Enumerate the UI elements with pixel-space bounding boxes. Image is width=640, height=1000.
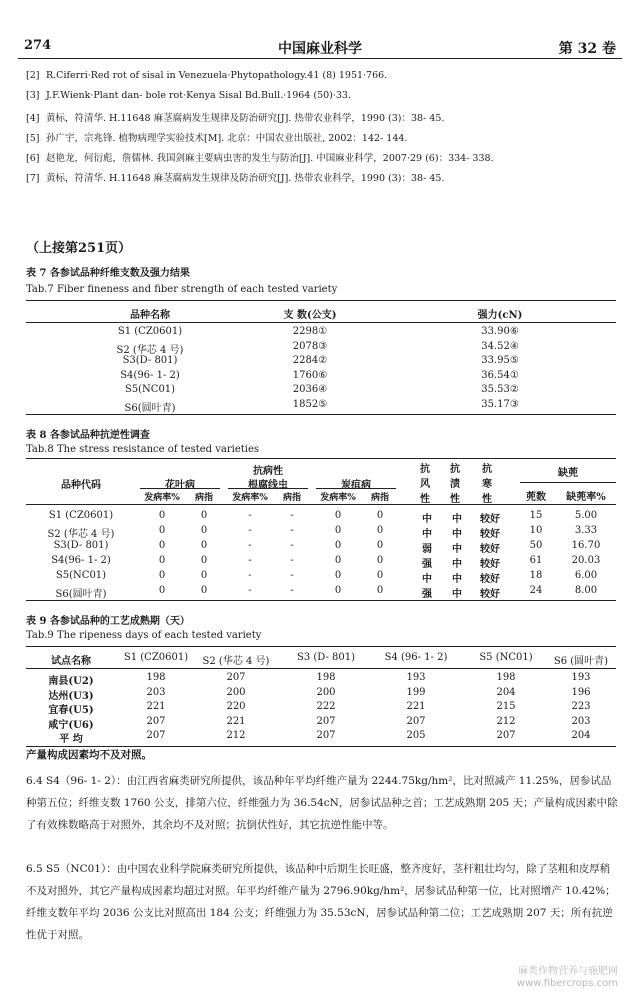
tab8-cell: 0 [334, 525, 342, 536]
tab8-header-tanju: 炭疽病 [341, 480, 371, 491]
tab8-caption-en: Tab.8 The stress resistance of tested varieties [26, 444, 260, 455]
tab8-cell: 18 [529, 570, 543, 581]
tab9-cell: 207 [146, 715, 166, 727]
tab8-header-flood: 抗渍性 [450, 464, 460, 505]
tab8-cell: - [290, 570, 294, 581]
tab8-cell: S6(圆叶青) [55, 589, 107, 600]
tab7-header-rule [26, 322, 616, 323]
tab8-header-incidence-1: 发病率% [144, 493, 180, 503]
reference-item [26, 170, 444, 184]
tab8-header-index-2: 病指 [282, 493, 301, 503]
tab9-cell: 207 [316, 715, 336, 727]
tab8-cell: 中 [422, 529, 432, 540]
tab8-cell: S2 (华芯 4 号) [47, 529, 115, 540]
reference-text: J.F.Wienk·Plant dan- bole rot·Kenya Sisal Bd.Bull.·1964 (50)·33. [46, 90, 351, 101]
tab8-cell: 0 [200, 555, 208, 566]
tab8-header-rule [26, 504, 616, 505]
tab7-top-rule [26, 300, 616, 301]
tab9-cell: 212 [496, 715, 516, 727]
tab7-cell: 35.17③ [481, 398, 519, 410]
tab8-cell: 较好 [480, 574, 500, 585]
reference-number: [3] [26, 90, 40, 101]
reference-item [26, 150, 494, 164]
reference-text: R.Ciferri·Red rot of sisal in Venezuela·Phytopathology.41 (8) 1951·766. [46, 70, 388, 81]
tab8-cell: 较好 [480, 529, 500, 540]
tab9-cell: 203 [571, 715, 591, 727]
tab8-cell: 8.00 [574, 585, 598, 596]
tab8-cell: 50 [529, 540, 543, 551]
tab9-cell: 203 [146, 686, 166, 698]
tab8-cell: 0 [376, 585, 384, 596]
tab7-bottom-rule [26, 414, 616, 415]
tab9-cell: 平 均 [59, 734, 83, 745]
tab9-cell: 207 [406, 715, 426, 727]
tab8-cell: 6.00 [574, 570, 598, 581]
tab8-cell: 较好 [480, 544, 500, 555]
tab9-cell: 207 [146, 730, 166, 741]
tab9-cell: 196 [571, 686, 591, 698]
tab8-cell: 0 [158, 525, 166, 536]
tab8-cell: 中 [452, 514, 462, 525]
tab8-cell: 弱 [422, 544, 432, 555]
tab8-cell: - [290, 540, 294, 551]
tab8-cell: 中 [422, 574, 432, 585]
tab9-cell: 220 [226, 701, 246, 712]
tab8-cell: 强 [422, 559, 432, 570]
reference-number: [4] [26, 113, 40, 124]
tab8-cell: 中 [452, 559, 462, 570]
tab8-cell: - [290, 525, 294, 536]
tab7-cell: S5(NC01) [124, 384, 176, 395]
tab8-cell: 中 [422, 514, 432, 525]
tab9-cell: 200 [226, 686, 246, 698]
tab9-header-cell: S2 (华芯 4 号) [202, 656, 270, 667]
tab8-cell: 0 [200, 510, 208, 521]
tab8-header-disease: 抗病性 [253, 466, 283, 477]
tab8-header-index-3: 病指 [370, 493, 389, 503]
tab8-cell: - [248, 585, 252, 596]
tab8-bottom-rule [26, 600, 616, 601]
tab7-cell: S4(96- 1- 2) [120, 369, 180, 381]
tab9-cell: 222 [316, 701, 336, 712]
reference-item [26, 90, 351, 101]
reference-number: [2] [26, 70, 40, 81]
tab7-cell: S6(圆叶青) [124, 402, 176, 414]
reference-item [26, 110, 444, 124]
tab9-caption-cn: 表 9 各参试品种的工艺成熟期（天） [26, 616, 190, 627]
tab9-header-rule [26, 668, 616, 669]
tab8-cell: 0 [376, 510, 384, 521]
tab7-cell: 36.54① [481, 369, 519, 381]
tab9-cell: 198 [496, 672, 516, 683]
tab8-cell: S4(96- 1- 2) [51, 555, 111, 566]
tab7-header-variety: 品种名称 [130, 310, 170, 321]
tab8-cell: 较好 [480, 514, 500, 525]
tab9-header-cell: S4 (96- 1- 2) [384, 652, 448, 663]
tab8-cell: 较好 [480, 589, 500, 600]
paragraph-s5: 6.5 S5（NC01）：由中国农业科学院麻类研究所提供，该品种中后期生长旺盛，整齐度好，茎杆粗壮均匀，除了茎粗和皮厚稍不及对照外，其它产量构成因素均超过对照。年平均纤维产量为 2796.90kg/hm²，居参试品种第一位，比对照增产 10.42%；纤维支数年平均 2036 公支比对照高出 184 公支；纤维强力为 35.53cN，居参试品种第二位；工艺成熟期 207 天；所有抗逆性优于对照。 [26, 863, 616, 941]
tab8-cell: 0 [376, 525, 384, 536]
tab7-header-count: 支 数(公支) [283, 310, 337, 321]
page-number: 274 [24, 38, 52, 53]
tab9-cell: 204 [571, 730, 591, 741]
tab8-cell: 3.33 [574, 525, 598, 536]
tab9-cell: 200 [316, 686, 336, 698]
tab8-tanju-underline [316, 488, 396, 489]
tab9-cell: 南县(U2) [48, 676, 94, 687]
tab9-cell: 207 [496, 730, 516, 741]
tab8-cell: 中 [452, 589, 462, 600]
tab8-cell: 15 [529, 510, 543, 521]
tab8-cell: S3(D- 801) [53, 540, 109, 551]
tab9-cell: 223 [571, 701, 591, 712]
tab9-header-cell: S6 (圆叶青) [553, 656, 609, 667]
tab8-cell: 0 [200, 525, 208, 536]
tab9-cell: 204 [496, 686, 516, 698]
tab7-cell: S1 (CZ0601) [117, 326, 183, 337]
tab9-cell: 207 [316, 730, 336, 741]
continued-note: （上接第251页） [26, 241, 132, 256]
tab7-cell: 2036④ [292, 384, 328, 395]
tab8-cell: 0 [158, 555, 166, 566]
tab8-cell: 0 [158, 585, 166, 596]
paragraph-tail: 产量构成因素均不及对照。 [26, 749, 152, 761]
tab9-cell: 199 [406, 686, 426, 698]
volume-label: 第 32 卷 [558, 41, 616, 57]
tab8-cell: 0 [200, 570, 208, 581]
tab9-cell: 215 [496, 701, 516, 712]
tab8-cell: - [248, 510, 252, 521]
tab7-cell: 33.90⑥ [481, 326, 519, 337]
tab9-top-rule [26, 646, 616, 647]
tab8-cell: 0 [158, 510, 166, 521]
tab8-cell: 0 [334, 510, 342, 521]
tab8-cell: - [290, 585, 294, 596]
tab7-cell: 2078③ [292, 340, 328, 352]
tab8-cell: 中 [452, 574, 462, 585]
tab9-cell: 205 [406, 730, 426, 741]
tab8-cell: S1 (CZ0601) [48, 510, 114, 521]
reference-item [26, 130, 407, 144]
tab9-caption-en: Tab.9 The ripeness days of each tested variety [26, 630, 262, 641]
header-rule [18, 58, 622, 59]
tab8-cell: 10 [529, 525, 543, 536]
tab8-cell: 中 [452, 529, 462, 540]
tab8-cell: - [290, 510, 294, 521]
reference-text: 黄标，符清华. H.11648 麻茎腐病发生规律及防治研究[J]. 热带农业科学，1990 (3)：38- 45. [46, 113, 445, 124]
reference-text: 黄标，符清华. H.11648 麻茎腐病发生规律及防治研究[J]. 热带农业科学，1990 (3)：38- 45. [46, 173, 445, 184]
tab8-header-wind: 抗风性 [420, 464, 430, 505]
tab8-header-miss-count: 蔸数 [526, 492, 546, 503]
tab8-cell: 16.70 [571, 540, 601, 551]
reference-number: [6] [26, 153, 40, 164]
tab7-cell: 2284② [292, 355, 328, 366]
tab9-cell: 221 [146, 701, 166, 712]
paragraph-s4: 6.4 S4（96- 1- 2）：由江西省麻类研究所提供，该品种年平均纤维产量为 2244.75kg/hm²，比对照减产 11.25%，居参试品种第五位；纤维支数 1760 公支，排第六位，纤维强力为 36.54cN，居参试品种之首；工艺成熟期 205 天；产量构成因素中除了有效株数略高于对照外，其余均不及对照；抗倒伏性好，其它抗逆性能中等。 [26, 775, 618, 831]
tab8-caption-cn: 表 8 各参试品种抗逆性调查 [26, 430, 150, 441]
tab8-cell: 0 [158, 540, 166, 551]
tab9-cell: 达州(U3) [48, 690, 94, 702]
journal-title: 中国麻业科学 [278, 41, 362, 57]
tab9-cell: 221 [406, 701, 426, 712]
tab7-header-strength: 强力(cN) [477, 310, 523, 321]
tab9-cell: 咸宁(U6) [48, 719, 94, 731]
tab8-header-miss: 缺蔸 [558, 468, 578, 479]
tab9-header-cell: S3 (D- 801) [296, 652, 356, 663]
tab9-cell: 198 [146, 672, 166, 683]
tab7-cell: S3(D- 801) [122, 355, 178, 366]
tab7-cell: 33.95⑤ [481, 355, 519, 366]
tab8-header-index-1: 病指 [194, 493, 213, 503]
tab8-cell: 0 [334, 555, 342, 566]
tab9-cell: 宜春(U5) [48, 705, 94, 716]
tab7-cell: 35.53② [481, 384, 519, 395]
tab8-header-cold: 抗寒性 [482, 464, 492, 505]
tab8-miss-underline [520, 482, 616, 483]
tab9-cell: 193 [406, 672, 426, 683]
tab8-cell: 0 [200, 540, 208, 551]
tab7-cell: 1852⑤ [292, 398, 328, 410]
tab7-cell: S2 (华芯 4 号) [116, 344, 184, 356]
tab8-cell: 61 [529, 555, 543, 566]
tab8-cell: 中 [452, 544, 462, 555]
tab8-cell: - [290, 555, 294, 566]
tab8-cell: 较好 [480, 559, 500, 570]
tab8-cell: 0 [334, 585, 342, 596]
tab8-cell: S5(NC01) [55, 570, 107, 581]
tab9-header-cell: S5 (NC01) [479, 652, 533, 663]
tab8-cell: 5.00 [574, 510, 598, 521]
tab9-header-cell: 试点名称 [51, 656, 91, 667]
tab8-header-incidence-3: 发病率% [320, 493, 356, 503]
tab8-cell: 0 [376, 540, 384, 551]
tab9-cell: 212 [226, 730, 246, 741]
tab7-cell: 34.52④ [481, 340, 519, 352]
tab9-cell: 198 [316, 672, 336, 683]
tab8-cell: 0 [334, 570, 342, 581]
tab8-huaye-underline [140, 488, 220, 489]
tab8-cell: 0 [334, 540, 342, 551]
reference-text: 赵艳龙，何衍彪，詹儒林. 我国剑麻主要病虫害的发生与防治[J]. 中国麻业科学，2007·29 (6)：334- 338. [46, 153, 494, 164]
tab8-cell: - [248, 555, 252, 566]
tab7-cell: 2298① [292, 326, 328, 337]
watermark-title: 麻类作物营养与施肥网 [518, 966, 618, 977]
tab8-cell: 0 [376, 570, 384, 581]
tab8-header-incidence-2: 发病率% [232, 493, 268, 503]
tab8-cell: - [248, 540, 252, 551]
tab7-caption-en: Tab.7 Fiber fineness and fiber strength of each tested variety [26, 284, 338, 295]
tab7-cell: 1760⑥ [292, 369, 328, 381]
tab8-cell: 20.03 [571, 555, 601, 566]
watermark-url: www.fibercrops.com [516, 978, 618, 989]
tab8-header-miss-rate: 缺蔸率% [566, 492, 606, 503]
tab8-top-rule [26, 458, 616, 459]
tab9-cell: 193 [571, 672, 591, 683]
tab8-header-huaye: 花叶病 [165, 480, 195, 491]
tab9-header-cell: S1 (CZ0601) [123, 652, 189, 663]
tab9-cell: 221 [226, 715, 246, 727]
tab8-genfu-underline [228, 488, 308, 489]
tab8-cell: 24 [529, 585, 543, 596]
tab8-cell: 强 [422, 589, 432, 600]
tab8-cell: - [248, 525, 252, 536]
tab9-cell: 207 [226, 672, 246, 683]
tab7-caption-cn: 表 7 各参试品种纤维支数及强力结果 [26, 268, 190, 279]
reference-text: 孙广宇，宗兆锋. 植物病理学实验技术[M]. 北京：中国农业出版社, 2002：142- 144. [46, 133, 408, 144]
reference-number: [5] [26, 133, 40, 144]
reference-item [26, 70, 387, 81]
tab8-cell: 0 [200, 585, 208, 596]
tab8-cell: 0 [376, 555, 384, 566]
tab8-header-genfu: 根腐线虫 [248, 480, 288, 491]
tab8-cell: - [248, 570, 252, 581]
reference-number: [7] [26, 173, 40, 184]
tab8-header-code: 品种代码 [61, 480, 101, 491]
tab8-cell: 0 [158, 570, 166, 581]
